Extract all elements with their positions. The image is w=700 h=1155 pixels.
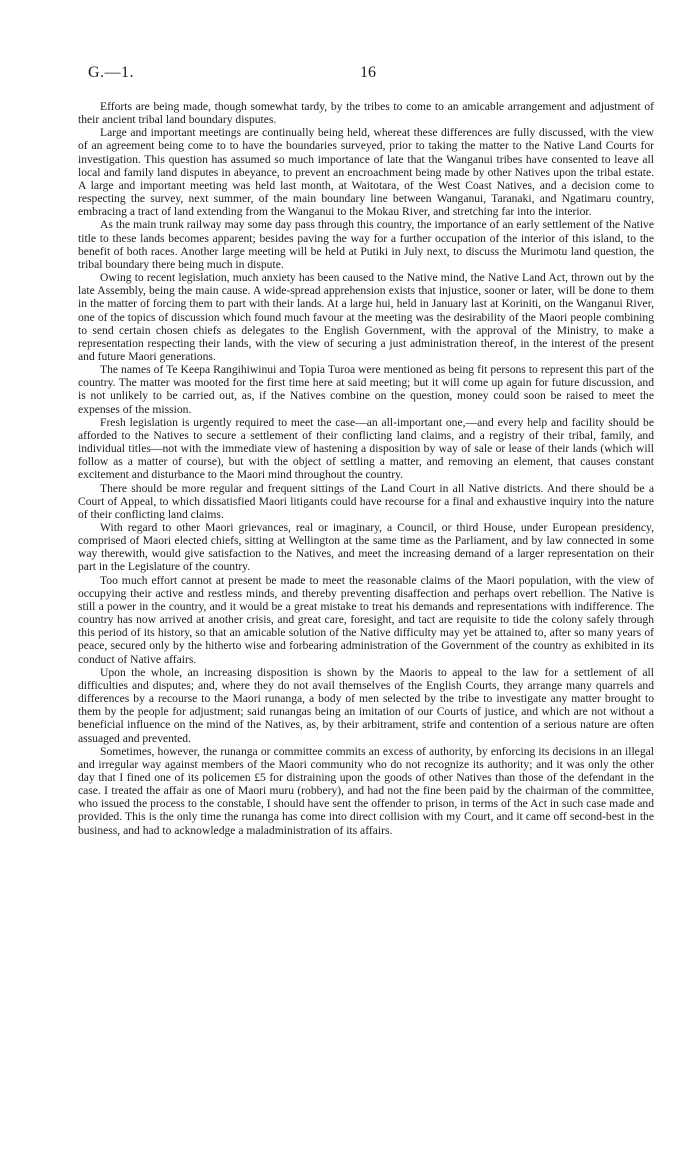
- paragraph: Large and important meetings are continually being held, whereat these differences are fully discussed, with the view of an agreement being come to to have the boundaries surveyed, prior to taking the matter to the Native Land Courts for investigation. This question has assumed so much importance of late that the Wanganui tribes have consented to leave all local and family land disputes in abeyance, to prevent an encroachment being made by other Natives upon the tribal estate. A large and important meeting was held last month, at Waitotara, of the West Coast Natives, and a decision come to respecting the survey, next summer, of the main boundary line between Wanganui, Taranaki, and Ngatimaru country, embracing a tract of land extending from the Wanganui to the Mokau River, and stretching far into the interior.: [78, 126, 654, 219]
- paragraph: Upon the whole, an increasing disposition is shown by the Maoris to appeal to the law for a settlement of all difficulties and disputes; and, where they do not avail themselves of the English Courts, they arrange many quarrels and differences by a recourse to the Maori runanga, a body of men selected by the tribe to investigate any matter brought to them by the people for adjustment; said runangas being an imitation of our Courts of justice, and which are not without a beneficial influence on the mind of the Natives, as, by their arbitrament, strife and contention of a serious nature are often assuaged and prevented.: [78, 665, 654, 745]
- paragraph: As the main trunk railway may some day pass through this country, the importance of an early settlement of the Native title to these lands becomes apparent; besides paving the way for a further occupation of the interior of this island, to the benefit of both races. Another large meeting will be held at Putiki in July next, to discuss the Murimotu land question, the tribal boundary there being much in dispute.: [78, 218, 654, 271]
- paragraph: Too much effort cannot at present be made to meet the reasonable claims of the Maori population, with the view of occupying their active and restless minds, and thereby preventing disaffection and perhaps overt rebellion. The Native is still a power in the country, and it would be a great mistake to treat his demands and representations with indifference. The country has now arrived at another crisis, and great care, foresight, and tact are requisite to tide the colony safely through this period of its history, so that an amicable solution of the Native difficulty may yet be attained to, after so many years of peace, secured only by the hitherto wise and forbearing administration of the Government of the country as exhibited in its conduct of Native affairs.: [78, 573, 654, 666]
- paragraph: Fresh legislation is urgently required to meet the case—an all-important one,—and every help and facility should be afforded to the Natives to secure a settlement of their conflicting land claims, and a registry of their tribal, family, and individual titles—not with the immediate view of hastening a disposition by way of sale or lease of their lands (which will follow as a matter of course), but with the object of settling a matter, and removing an element, that causes constant excitement and disturbance to the Maori mind throughout the country.: [78, 415, 654, 482]
- body-text: [78, 100, 654, 837]
- page-number: 16: [360, 64, 376, 81]
- paragraph: With regard to other Maori grievances, real or imaginary, a Council, or third House, under European presidency, comprised of Maori elected chiefs, sitting at Wellington at the same time as the Parliament, and by law connected in some way therewith, would give satisfaction to the Natives, and meet the increasing demand of a larger representation on their part in the Legislature of the country.: [78, 521, 654, 574]
- document-reference: G.—1.: [88, 64, 135, 81]
- paragraph: Efforts are being made, though somewhat tardy, by the tribes to come to an amicable arrangement and adjustment of their ancient tribal land boundary disputes.: [78, 100, 654, 127]
- page-header: [88, 64, 648, 86]
- paragraph: Owing to recent legislation, much anxiety has been caused to the Native mind, the Native Land Act, thrown out by the late Assembly, being the main cause. A wide-spread apprehension exists that injustice, sooner or later, will be done to them in the matter of forcing them to part with their lands. At a large hui, held in January last at Koriniti, on the Wanganui River, one of the topics of discussion which found much favour at the meeting was the desirability of the Maori people combining to send certain chosen chiefs as delegates to the English Government, with the approval of the Ministry, to make a representation respecting their lands, with the view of securing a just administration thereof, in the interest of the present and future Maori generations.: [78, 271, 654, 363]
- paragraph: There should be more regular and frequent sittings of the Land Court in all Native districts. And there should be a Court of Appeal, to which dissatisfied Maori litigants could have recourse for a final and exhaustive inquiry into the nature of their conflicting land claims.: [78, 481, 654, 521]
- paragraph: Sometimes, however, the runanga or committee commits an excess of authority, by enforcing its decisions in an illegal and irregular way against members of the Maori community who do not recognize its authority; and it was only the other day that I fined one of its policemen £5 for distraining upon the goods of other Natives than those of the defendant in the case. I treated the affair as one of Maori muru (robbery), and had not the fine been paid by the chairman of the committee, who issued the process to the constable, I should have sent the offender to prison, in terms of the Act in such case made and provided. This is the only time the runanga has come into direct collision with my Court, and it came off second-best in the business, and had to acknowledge a maladministration of its affairs.: [78, 744, 654, 837]
- paragraph: The names of Te Keepa Rangihiwinui and Topia Turoa were mentioned as being fit persons to represent this part of the country. The matter was mooted for the first time here at said meeting; but it will come up again for future discussion, and is not unlikely to be carried out, as, if the Natives combine on the question, money could soon be raised to meet the expenses of the mission.: [78, 363, 654, 416]
